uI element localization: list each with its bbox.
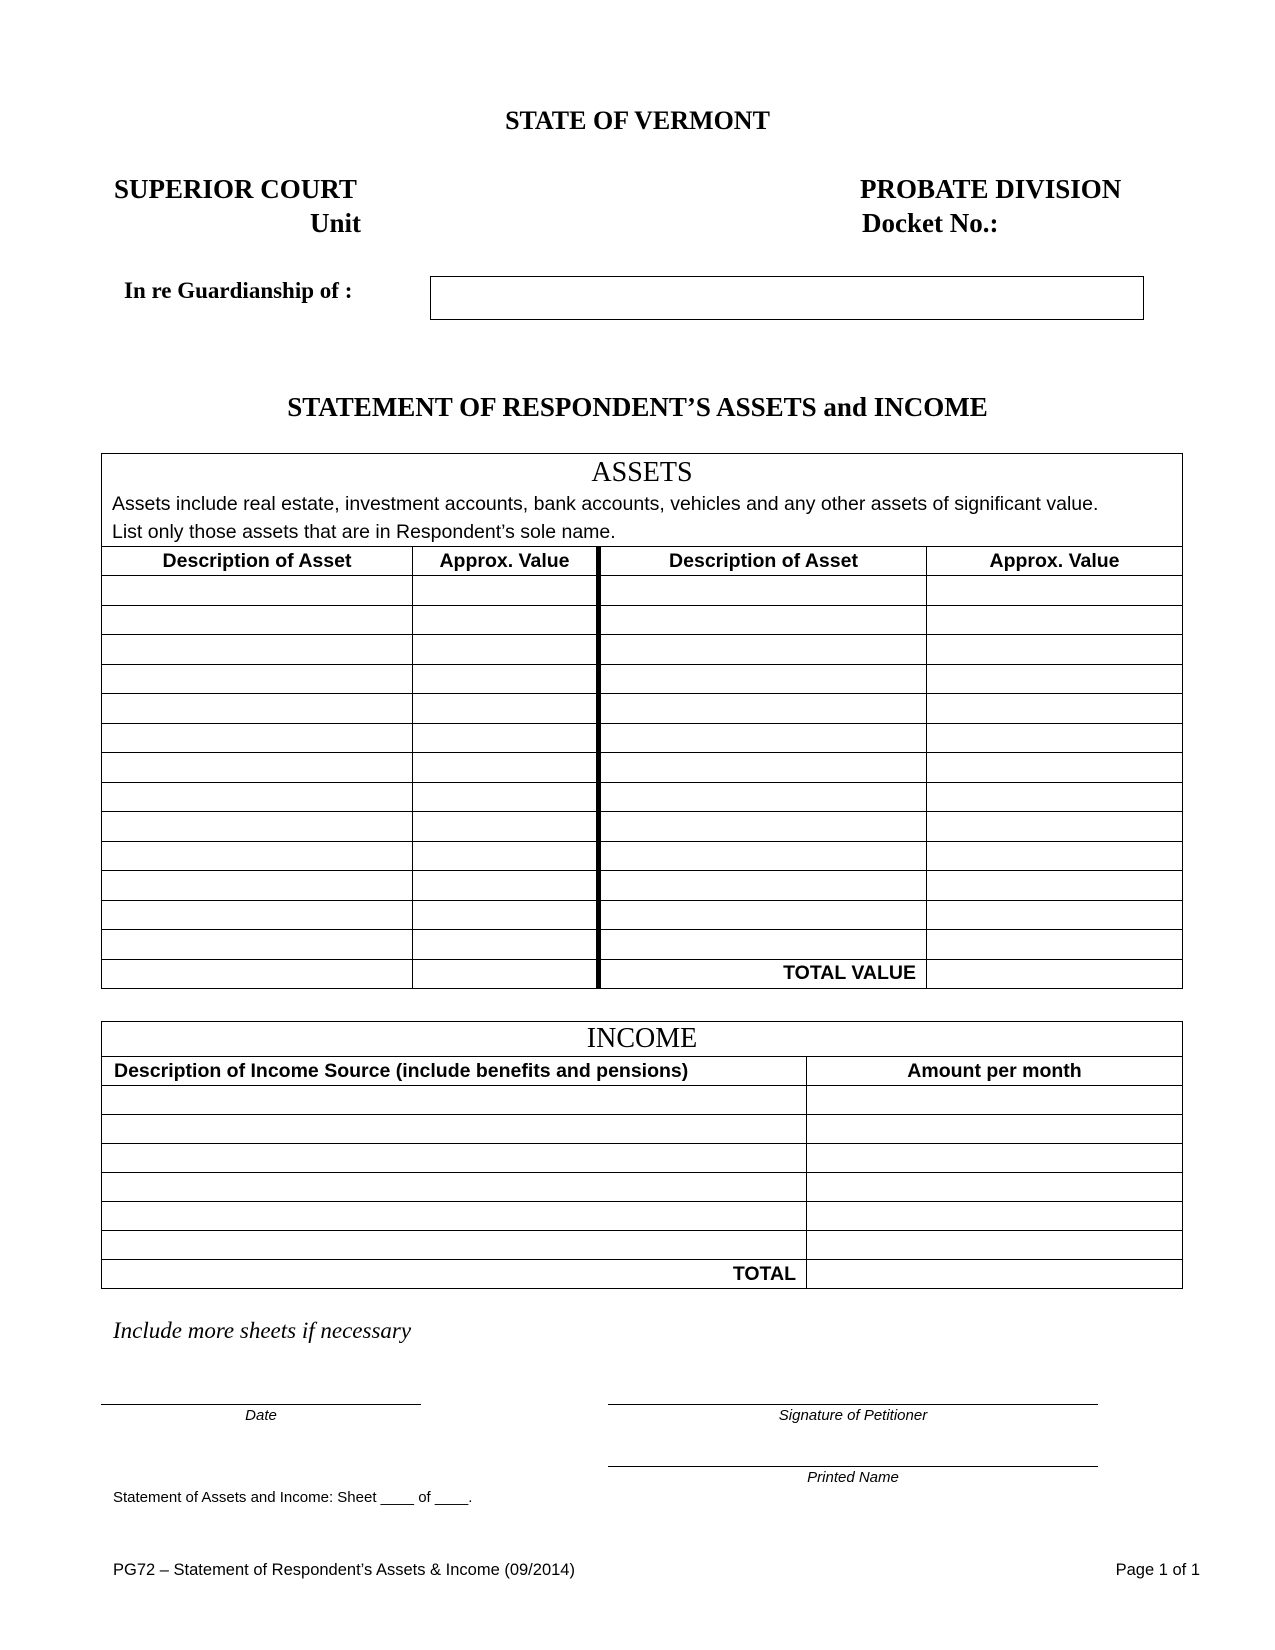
asset-cell[interactable] [102, 959, 413, 989]
table-row [102, 871, 1183, 901]
asset-cell[interactable] [102, 723, 413, 753]
income-cell[interactable] [807, 1202, 1183, 1231]
asset-cell[interactable] [102, 841, 413, 871]
asset-cell[interactable] [413, 605, 599, 635]
table-row [102, 1144, 1183, 1173]
table-row [102, 930, 1183, 960]
asset-cell[interactable] [927, 664, 1183, 694]
asset-cell[interactable] [927, 576, 1183, 606]
income-cell[interactable] [102, 1202, 807, 1231]
asset-cell[interactable] [102, 782, 413, 812]
income-cell[interactable] [102, 1115, 807, 1144]
income-total-label: TOTAL [102, 1260, 807, 1289]
state-title: STATE OF VERMONT [505, 106, 770, 135]
income-table [101, 1021, 1183, 1289]
asset-col-description-left: Description of Asset [102, 547, 413, 576]
asset-cell[interactable] [413, 959, 599, 989]
asset-cell[interactable] [102, 753, 413, 783]
table-row [102, 1086, 1183, 1115]
court-name: SUPERIOR COURT [114, 174, 357, 204]
asset-cell[interactable] [599, 930, 927, 960]
more-sheets-note: Include more sheets if necessary [113, 1318, 412, 1343]
printed-name-caption: Printed Name [807, 1469, 899, 1486]
signature-line[interactable] [608, 1404, 1098, 1405]
date-line[interactable] [101, 1404, 421, 1405]
income-cell[interactable] [807, 1173, 1183, 1202]
page-title: STATEMENT OF RESPONDENT’S ASSETS and INCOME [287, 392, 988, 422]
asset-cell[interactable] [413, 841, 599, 871]
asset-cell[interactable] [413, 723, 599, 753]
income-cell[interactable] [102, 1144, 807, 1173]
form-id: PG72 – Statement of Respondent’s Assets & Income (09/2014) [113, 1561, 575, 1579]
table-row [102, 900, 1183, 930]
table-row [102, 1231, 1183, 1260]
asset-cell[interactable] [413, 930, 599, 960]
asset-cell[interactable] [599, 723, 927, 753]
income-cell[interactable] [102, 1086, 807, 1115]
asset-cell[interactable] [102, 605, 413, 635]
date-caption: Date [245, 1407, 277, 1424]
table-row [102, 753, 1183, 783]
signature-caption: Signature of Petitioner [778, 1407, 928, 1424]
asset-cell[interactable] [102, 812, 413, 842]
table-row [102, 635, 1183, 665]
assets-description-line1: Assets include real estate, investment accounts, bank accounts, vehicles and any other assets of significant value. [112, 493, 1099, 515]
income-section-header [102, 1022, 1183, 1057]
total-value-field[interactable] [927, 959, 1183, 989]
table-row [102, 576, 1183, 606]
asset-cell[interactable] [927, 723, 1183, 753]
asset-total-row [102, 959, 1183, 989]
asset-cell[interactable] [927, 812, 1183, 842]
in-re-label: In re Guardianship of : [124, 278, 353, 303]
income-cell[interactable] [807, 1115, 1183, 1144]
table-row [102, 723, 1183, 753]
asset-cell[interactable] [413, 812, 599, 842]
table-row [102, 782, 1183, 812]
income-col-amount: Amount per month [807, 1057, 1183, 1086]
asset-cell[interactable] [927, 635, 1183, 665]
income-cell[interactable] [807, 1231, 1183, 1260]
assets-description-line2: List only those assets that are in Respondent’s sole name. [112, 521, 616, 543]
asset-cell[interactable] [599, 605, 927, 635]
asset-cell[interactable] [413, 782, 599, 812]
guardianship-name-field[interactable] [430, 276, 1144, 320]
asset-cell[interactable] [102, 576, 413, 606]
asset-cell[interactable] [927, 871, 1183, 901]
sheet-count-line: Statement of Assets and Income: Sheet ____ of ____. [113, 1489, 473, 1506]
asset-cell[interactable] [413, 635, 599, 665]
asset-cell[interactable] [413, 664, 599, 694]
asset-cell[interactable] [599, 753, 927, 783]
table-row [102, 841, 1183, 871]
income-total-row [102, 1260, 1183, 1289]
asset-col-value-left: Approx. Value [413, 547, 599, 576]
asset-cell[interactable] [599, 900, 927, 930]
printed-name-line[interactable] [608, 1466, 1098, 1467]
income-cell[interactable] [102, 1173, 807, 1202]
division-name: PROBATE DIVISION [860, 174, 1122, 204]
asset-cell[interactable] [102, 871, 413, 901]
asset-cell[interactable] [102, 635, 413, 665]
asset-cell[interactable] [413, 694, 599, 724]
total-value-label: TOTAL VALUE [599, 959, 927, 989]
assets-section-header [102, 454, 1183, 547]
table-row [102, 694, 1183, 724]
asset-cell[interactable] [599, 576, 927, 606]
asset-cell[interactable] [102, 930, 413, 960]
asset-cell[interactable] [927, 694, 1183, 724]
table-row [102, 664, 1183, 694]
asset-cell[interactable] [599, 635, 927, 665]
asset-cell[interactable] [102, 900, 413, 930]
income-title: INCOME [586, 1023, 698, 1054]
asset-cell[interactable] [927, 753, 1183, 783]
page-number: Page 1 of 1 [1115, 1561, 1200, 1579]
income-cell[interactable] [102, 1231, 807, 1260]
asset-cell[interactable] [413, 576, 599, 606]
asset-cell[interactable] [413, 753, 599, 783]
asset-cell[interactable] [599, 782, 927, 812]
table-row [102, 1202, 1183, 1231]
asset-cell[interactable] [927, 930, 1183, 960]
asset-cell[interactable] [599, 871, 927, 901]
table-row [102, 605, 1183, 635]
income-cell[interactable] [807, 1086, 1183, 1115]
docket-label: Docket No.: [862, 208, 999, 238]
asset-cell[interactable] [102, 664, 413, 694]
asset-cell[interactable] [599, 812, 927, 842]
asset-cell[interactable] [599, 694, 927, 724]
asset-cell[interactable] [102, 694, 413, 724]
assets-table [101, 453, 1183, 989]
asset-col-value-right: Approx. Value [927, 547, 1183, 576]
asset-cell[interactable] [927, 605, 1183, 635]
table-row [102, 1115, 1183, 1144]
asset-cell[interactable] [927, 900, 1183, 930]
income-total-field[interactable] [807, 1260, 1183, 1289]
asset-cell[interactable] [599, 664, 927, 694]
asset-cell[interactable] [927, 782, 1183, 812]
asset-cell[interactable] [599, 841, 927, 871]
asset-cell[interactable] [927, 841, 1183, 871]
income-cell[interactable] [807, 1144, 1183, 1173]
table-row [102, 1173, 1183, 1202]
asset-cell[interactable] [413, 900, 599, 930]
table-row [102, 812, 1183, 842]
unit-label: Unit [310, 208, 362, 238]
income-col-description: Description of Income Source (include benefits and pensions) [102, 1057, 807, 1086]
asset-cell[interactable] [413, 871, 599, 901]
assets-title: ASSETS [591, 457, 693, 488]
asset-col-description-right: Description of Asset [599, 547, 927, 576]
